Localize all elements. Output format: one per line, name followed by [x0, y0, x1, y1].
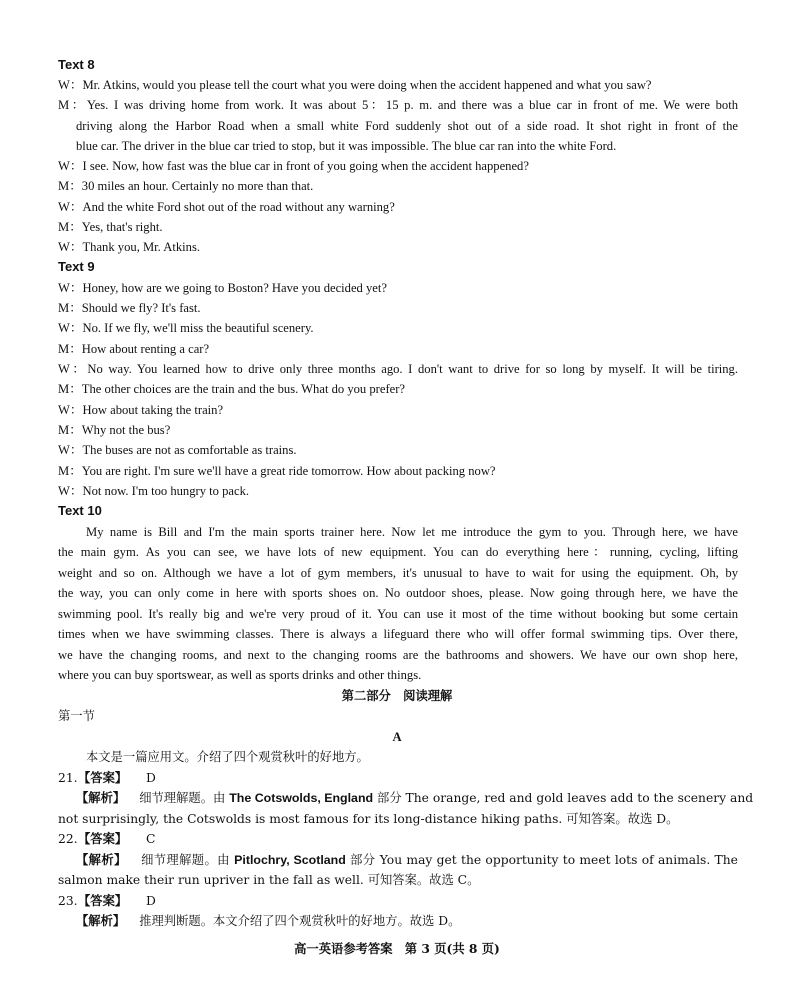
text8-line-6: M：30 miles an hour. Certainly no more than that. [58, 179, 314, 193]
text10-heading: Text 10 [58, 503, 102, 518]
text10-line-2: the main gym. As you can see, we have lots of new equipment. You can do everything here：running, cycling, lifting [58, 545, 738, 559]
text10-line-8: where you can buy sportswear, as well as sports drinks and other things. [58, 668, 422, 682]
text8-line-4: blue car. The driver in the blue car tried to stop, but it was impossible. The blue car ran into the white Ford. [76, 139, 617, 153]
q23-answer: D [146, 894, 156, 908]
text9-line-6: M：The other choices are the train and the bus. What do you prefer? [58, 382, 406, 396]
text9-line-1: W：Honey, how are we going to Boston? Have you decided yet? [58, 281, 387, 295]
q22-analysis-line-2: salmon make their run upriver in the fall as well. 可知答案。故选 C。 [58, 873, 480, 887]
page-footer: 高一英语参考答案 第 3 页(共 8 页) [294, 941, 500, 956]
q21-analysis-line-1 [76, 790, 754, 806]
text8-line-3: driving along the Harbor Road when a small white Ford suddenly shot out of a side road. It shot right in front of the [76, 119, 738, 133]
q23-number: 23. [58, 894, 78, 908]
text10-line-3: weight and so on. Although we have a lot of gym members, it's unusual to have to wait for using the equipment. Oh, by [58, 566, 738, 580]
q22-answer-label: 【答案】 [78, 831, 128, 846]
q21-answer-row [58, 770, 738, 786]
text8-line-8: M：Yes, that's right. [58, 220, 163, 234]
q22-number: 22. [58, 832, 78, 846]
q21-answer: D [146, 771, 156, 785]
text8-line-9: W：Thank you, Mr. Atkins. [58, 240, 201, 254]
text10-line-1: My name is Bill and I'm the main sports trainer here. Now let me introduce the gym to you. Through here, we have [86, 525, 738, 539]
text10-line-4: the way, you can only come in here with sports shoes on. No outdoor shoes, please. Now going through here, we have the [58, 586, 738, 600]
q23-analysis: 推理判断题。本文介绍了四个观赏秋叶的好地方。故选 D。 [139, 914, 461, 928]
q23-analysis-label: 【解析】 [76, 913, 126, 928]
q21-part: 部分 [377, 791, 402, 805]
q21-answer-label: 【答案】 [78, 770, 128, 785]
text10-line-7: we have the changing rooms, and next to the changing rooms are the bathrooms and showers. We have our own shop here, [58, 648, 738, 662]
q22-answer-row [58, 831, 738, 847]
q22-quote: You may get the opportunity to meet lots of animals. The [379, 853, 738, 867]
q23-answer-label: 【答案】 [78, 893, 128, 908]
text8-line-5: W：I see. Now, how fast was the blue car in front of you going when the accident happened? [58, 159, 529, 173]
q22-analysis-label: 【解析】 [76, 852, 127, 867]
text10-line-5: swimming pool. It's really big and we're very proud of it. You can use it most of the time without booking but some certain [58, 607, 738, 621]
q23-analysis-line [76, 913, 738, 929]
text8-line-2: M：Yes. I was driving home from work. It was about 5：15 p. m. and there was a blue car in front of me. We were both [58, 98, 738, 112]
q22-source: Pitlochry, Scotland [234, 853, 346, 867]
part2-title: 第二部分 阅读理解 [341, 688, 453, 703]
text8-line-1: W：Mr. Atkins, would you please tell the court what you were doing when the accident happened and what you saw? [58, 78, 652, 92]
text9-line-3: W：No. If we fly, we'll miss the beautiful scenery. [58, 321, 314, 335]
q22-analysis-line-1 [76, 852, 738, 868]
q21-type: 细节理解题。由 [139, 791, 226, 805]
q21-analysis-label: 【解析】 [76, 790, 126, 805]
text9-line-4: M：How about renting a car? [58, 342, 210, 356]
section-title: 第一节 [58, 709, 95, 723]
text9-line-9: W：The buses are not as comfortable as trains. [58, 443, 297, 457]
passage-label: A [392, 730, 402, 744]
q21-source: The Cotswolds, England [229, 791, 374, 805]
q21-number: 21. [58, 771, 78, 785]
text8-heading: Text 8 [58, 57, 95, 72]
q22-type: 细节理解题。由 [140, 853, 230, 867]
text9-line-5: W：No way. You learned how to drive only three months ago. I don't want to drive for so long by myself. It will be tiring. [58, 362, 738, 376]
text8-line-7: W：And the white Ford shot out of the road without any warning? [58, 200, 395, 214]
q21-quote: The orange, red and gold leaves add to the scenery and [405, 791, 754, 805]
text9-line-7: W：How about taking the train? [58, 403, 224, 417]
q22-answer: C [146, 832, 156, 846]
q21-analysis-line-2: not surprisingly, the Cotswolds is most famous for its long-distance hiking paths. 可知答案。故选 D。 [58, 812, 679, 826]
passage-intro: 本文是一篇应用文。介绍了四个观赏秋叶的好地方。 [86, 750, 369, 764]
text9-heading: Text 9 [58, 259, 95, 274]
text9-line-2: M：Should we fly? It's fast. [58, 301, 201, 315]
text9-line-11: W：Not now. I'm too hungry to pack. [58, 484, 250, 498]
text10-line-6: times when we have swimming classes. There is always a lifeguard there who will offer formal swimming tips. Over there, [58, 627, 738, 641]
q22-part: 部分 [350, 853, 376, 867]
q23-answer-row [58, 893, 738, 909]
text9-line-8: M：Why not the bus? [58, 423, 171, 437]
text9-line-10: M：You are right. I'm sure we'll have a great ride tomorrow. How about packing now? [58, 464, 496, 478]
